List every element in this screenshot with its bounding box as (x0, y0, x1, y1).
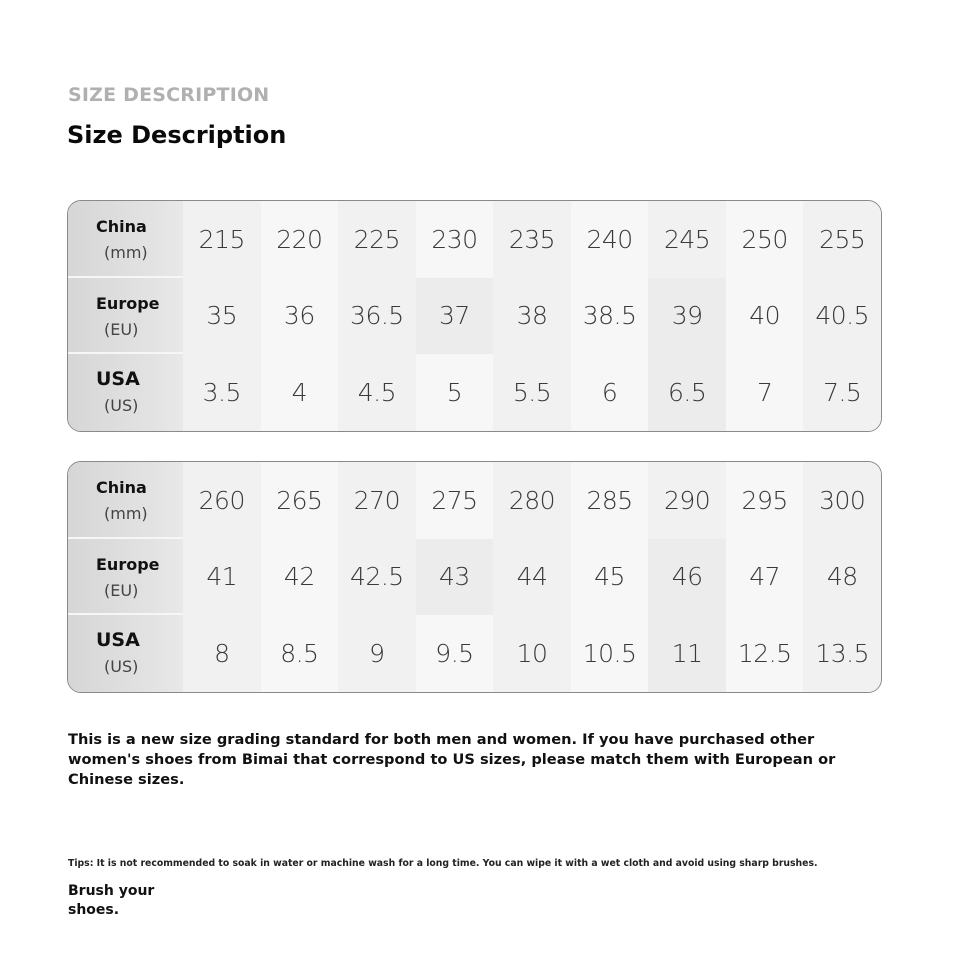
row-header-label: China (96, 217, 147, 236)
row-header-europe (68, 278, 183, 355)
size-cell-europe: 35 (183, 278, 261, 355)
brush-note: Brush your shoes. (68, 883, 155, 918)
row-header-china (68, 462, 183, 539)
size-cell-usa: 5.5 (493, 354, 571, 431)
size-cell-china: 270 (338, 462, 416, 539)
size-cell-usa: 7 (726, 354, 804, 431)
care-tips: Tips: It is not recommended to soak in water or machine wash for a long time. You can wipe it with a wet cloth and avoid using sharp brushes. (68, 858, 818, 869)
row-header-europe (68, 539, 183, 616)
size-table-large (67, 461, 882, 693)
size-cell-usa: 6 (571, 354, 649, 431)
size-cell-europe: 45 (571, 539, 649, 616)
row-header-unit: (US) (104, 657, 139, 677)
size-cell-europe: 38 (493, 278, 571, 355)
size-cell-china: 280 (493, 462, 571, 539)
size-cell-usa: 9 (338, 615, 416, 692)
size-table-small (67, 200, 882, 432)
size-cell-usa: 8.5 (261, 615, 339, 692)
size-cell-europe: 36.5 (338, 278, 416, 355)
size-cell-china: 220 (261, 201, 339, 278)
row-header-label: Europe (96, 293, 160, 313)
size-cell-china: 265 (261, 462, 339, 539)
size-cell-usa: 3.5 (183, 354, 261, 431)
size-cell-europe: 43 (416, 539, 494, 616)
size-cell-china: 255 (803, 201, 881, 278)
row-header-china (68, 201, 183, 278)
size-standard-note: This is a new size grading standard for both men and women. If you have purchased other women's shoes from Bimai that correspond to US sizes, please match them with European or Chinese sizes. (68, 731, 836, 788)
size-cell-china: 290 (648, 462, 726, 539)
size-cell-china: 230 (416, 201, 494, 278)
size-cell-usa: 4 (261, 354, 339, 431)
size-cell-china: 275 (416, 462, 494, 539)
size-cell-usa: 7.5 (803, 354, 881, 431)
size-cell-usa: 10.5 (571, 615, 649, 692)
size-cell-europe: 40.5 (803, 278, 881, 355)
size-cell-usa: 4.5 (338, 354, 416, 431)
size-cell-usa: 13.5 (803, 615, 881, 692)
size-cell-usa: 8 (183, 615, 261, 692)
row-header-label: USA (96, 629, 140, 652)
size-cell-china: 215 (183, 201, 261, 278)
size-cell-europe: 46 (648, 539, 726, 616)
size-cell-usa: 5 (416, 354, 494, 431)
size-cell-europe: 41 (183, 539, 261, 616)
size-cell-europe: 44 (493, 539, 571, 616)
page-title: Size Description (67, 121, 287, 149)
row-header-unit: (EU) (104, 580, 139, 600)
size-cell-usa: 11 (648, 615, 726, 692)
size-cell-china: 285 (571, 462, 649, 539)
size-cell-china: 245 (648, 201, 726, 278)
size-cell-china: 250 (726, 201, 804, 278)
size-cell-usa: 6.5 (648, 354, 726, 431)
size-cell-europe: 38.5 (571, 278, 649, 355)
size-cell-china: 295 (726, 462, 804, 539)
row-header-label: China (96, 478, 147, 497)
row-header-usa (68, 615, 183, 692)
row-header-label: Europe (96, 554, 160, 574)
size-cell-europe: 36 (261, 278, 339, 355)
size-cell-usa: 12.5 (726, 615, 804, 692)
size-cell-europe: 39 (648, 278, 726, 355)
size-cell-china: 300 (803, 462, 881, 539)
size-cell-europe: 40 (726, 278, 804, 355)
size-cell-china: 240 (571, 201, 649, 278)
row-header-label: USA (96, 368, 140, 391)
size-cell-usa: 10 (493, 615, 571, 692)
size-cell-europe: 48 (803, 539, 881, 616)
size-cell-europe: 37 (416, 278, 494, 355)
size-cell-europe: 42.5 (338, 539, 416, 616)
row-header-unit: (US) (104, 396, 139, 416)
size-cell-china: 225 (338, 201, 416, 278)
size-cell-usa: 9.5 (416, 615, 494, 692)
row-header-unit: (EU) (104, 319, 139, 339)
size-cell-china: 260 (183, 462, 261, 539)
section-eyebrow: SIZE DESCRIPTION (68, 84, 270, 106)
row-header-unit: (mm) (104, 504, 148, 523)
row-header-usa (68, 354, 183, 431)
size-cell-europe: 47 (726, 539, 804, 616)
size-cell-europe: 42 (261, 539, 339, 616)
size-cell-china: 235 (493, 201, 571, 278)
row-header-unit: (mm) (104, 243, 148, 262)
